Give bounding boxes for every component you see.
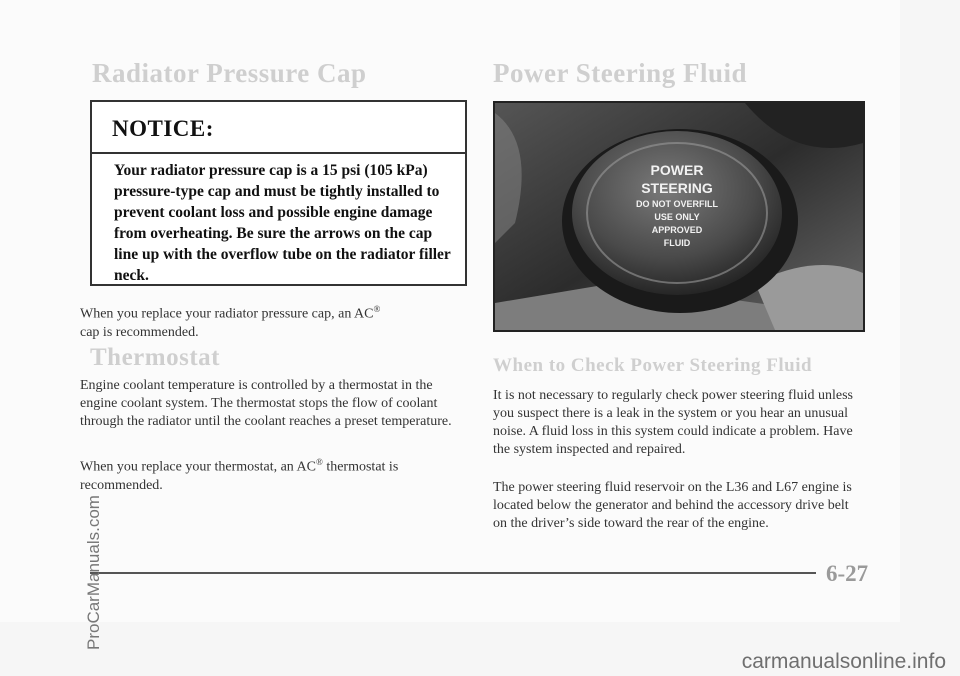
thermostat-text-b: thermostat is recommended. [80, 459, 399, 493]
svg-text:APPROVED: APPROVED [651, 225, 703, 235]
svg-text:DO NOT OVERFILL: DO NOT OVERFILL [636, 199, 718, 209]
registered-mark: ® [315, 457, 323, 467]
subsection-title-when-to-check: When to Check Power Steering Fluid [493, 355, 813, 376]
svg-text:USE ONLY: USE ONLY [654, 212, 700, 222]
page-number: 6-27 [826, 561, 869, 586]
power-steering-cap-photo [493, 101, 865, 332]
thermostat-paragraph-1: Engine coolant temperature is controlled by a thermostat in the engine coolant system. The thermostat stops the flow of coolant through the radiator until the coolant reaches a preset temperature. [80, 378, 452, 429]
power-steering-paragraph-1: It is not necessary to regularly check power steering fluid unless you suspect there is a leak in the system or you hear an unusual noise. A fluid loss in this system could indicate a problem. Have the system inspected and repaired. [493, 388, 854, 457]
section-title-power-steering: Power Steering Fluid [493, 58, 747, 88]
footer-rule [90, 572, 816, 574]
section-title-radiator-cap: Radiator Pressure Cap [92, 58, 367, 88]
replace-cap-paragraph [80, 300, 470, 342]
svg-text:FLUID: FLUID [663, 238, 691, 248]
watermark-left [84, 620, 114, 650]
replace-cap-text-2: cap is recommended. [80, 324, 199, 340]
watermark-bottom: carmanualsonline.info [741, 650, 946, 673]
notice-box [90, 100, 467, 286]
replace-cap-text: When you replace your radiator pressure cap, an AC [80, 306, 374, 322]
notice-divider [92, 152, 465, 154]
notice-body: Your radiator pressure cap is a 15 psi (105 kPa) pressure-type cap and must be tightly installed to prevent coolant loss and possible engine damage from overheating. Be sure the arrows on the cap line up with the overflow tube on the radiator filler neck. [114, 162, 451, 284]
notice-heading: NOTICE: [112, 116, 214, 141]
power-steering-paragraph-2: The power steering fluid reservoir on the L36 and L67 engine is located below the generator and behind the accessory drive belt on the driver’s side toward the rear of the engine. [493, 480, 852, 531]
section-title-thermostat: Thermostat [90, 344, 220, 371]
registered-mark: ® [373, 304, 381, 314]
svg-text:POWER: POWER [650, 162, 704, 178]
thermostat-text-a: When you replace your thermostat, an AC [80, 459, 316, 475]
reservoir-cap-illustration [495, 103, 863, 330]
svg-text:STEERING: STEERING [641, 180, 713, 196]
thermostat-paragraph-2 [80, 453, 455, 495]
